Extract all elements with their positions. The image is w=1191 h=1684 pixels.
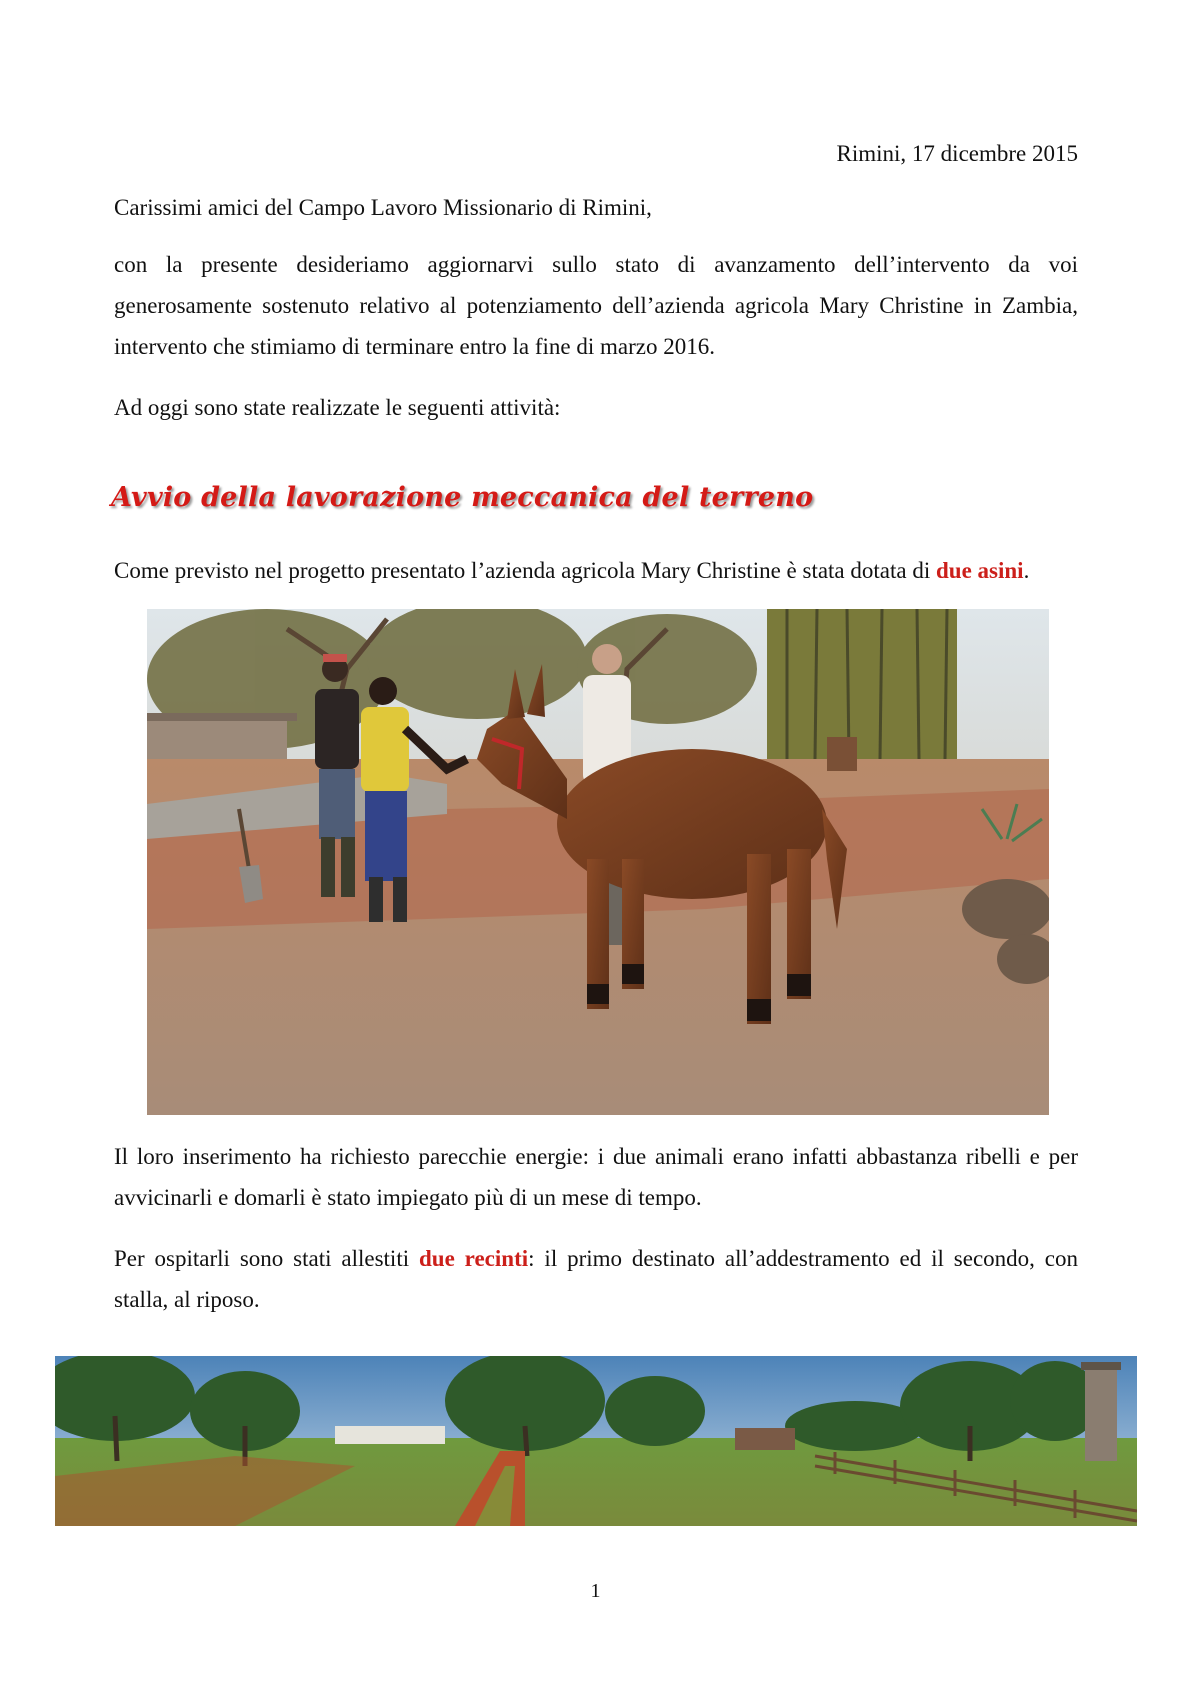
donkey-photo [147,609,1049,1115]
highlight-due-recinti: due recinti [419,1246,529,1271]
page-number: 1 [590,1580,601,1602]
activities-intro: Ad oggi sono state realizzate le seguenti attività: [114,395,561,420]
paragraph-enclosures [114,1238,1078,1320]
paragraph-energies: Il loro inserimento ha richiesto parecchie energie: i due animali erano infatti abbastanza ribelli e per avvicinarli e domarli è stato impiegato più di un mese di tempo. [114,1144,1078,1210]
section-heading: Avvio della lavorazione meccanica del terreno [111,482,814,513]
greeting: Carissimi amici del Campo Lavoro Missionario di Rimini, [114,195,652,220]
paragraph-donkeys-text: Come previsto nel progetto presentato l’azienda agricola Mary Christine è stata dotata di [114,558,936,583]
paragraph-donkeys [114,550,1078,591]
letter-date: Rimini, 17 dicembre 2015 [836,141,1078,166]
paragraph-enclosures-text: Per ospitarli sono stati allestiti [114,1246,419,1271]
intro-paragraph: con la presente desideriamo aggiornarvi sullo stato di avanzamento dell’intervento da voi generosamente sostenuto relativo al potenziamento dell’azienda agricola Mary Christine in Zambia, intervento che stimiamo di terminare entro la fine di marzo 2016. [114,252,1078,359]
paragraph-enclosures-end: : il primo destinato all’addestramento ed il secondo, con stalla, al riposo. [114,1246,1079,1312]
paragraph-donkeys-end: . [1023,558,1030,583]
panorama-photo [55,1356,1137,1526]
highlight-due-asini: due asini [935,558,1024,583]
